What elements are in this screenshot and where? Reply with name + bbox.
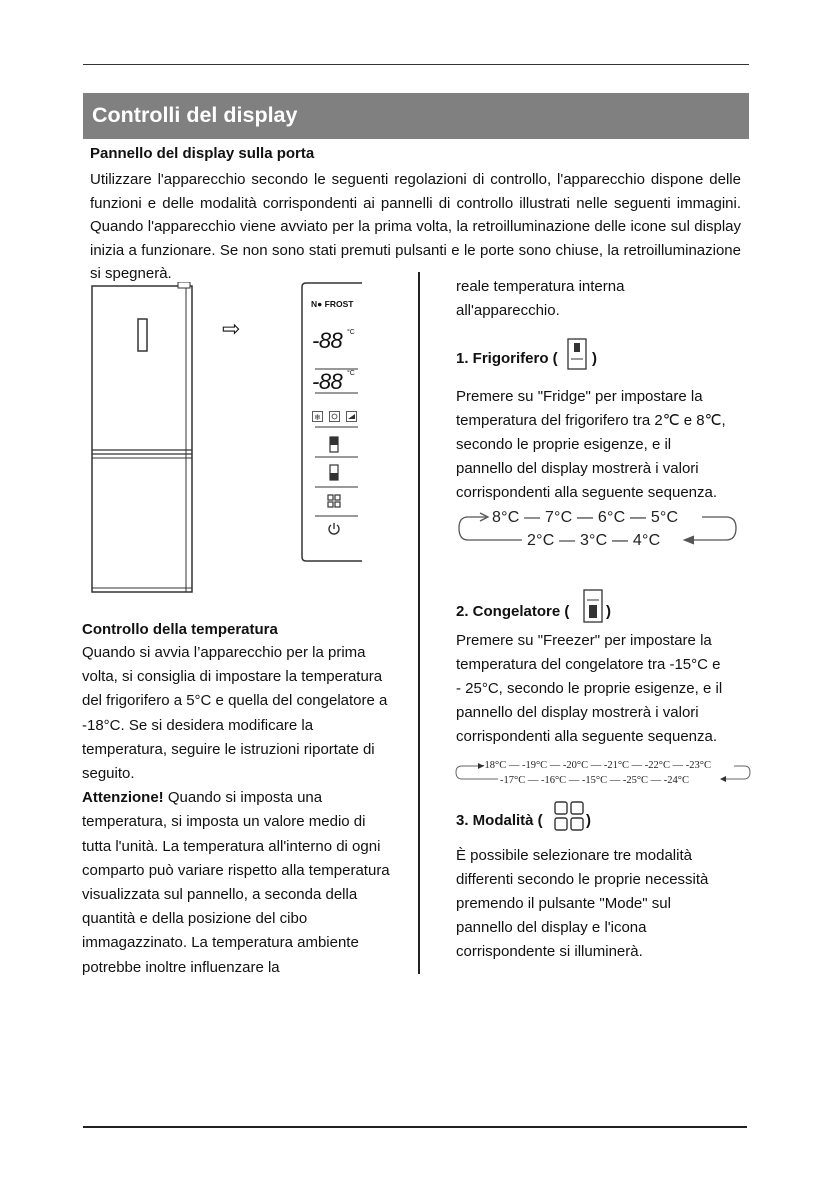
attention-text: Quando si imposta una temperatura, si imposta un valore medio di tutta l'unità. La temperatura all'interno di ogni comparto può variare rispetto alla temperatura visualizzata sul pannello, a seconda della quantità e della posizione del cibo immagazzinato. La temperatura ambiente potrebbe inoltre influenzare la (82, 789, 390, 976)
intro-heading: Pannello del display sulla porta (90, 145, 315, 162)
temperature-control-body (82, 641, 394, 980)
fridge-heading: 1. Frigorifero ( (456, 350, 558, 367)
freezer-text-4: pannello del display mostrerà i valori (456, 704, 699, 721)
continued-line-2: all'apparecchio. (456, 302, 560, 319)
freezer-sequence-top: -18°C — -19°C — -20°C — -21°C — -22°C — -23°C (481, 760, 711, 771)
fridge-text-4: pannello del display mostrerà i valori (456, 460, 699, 477)
freezer-sequence-bottom: -17°C — -16°C — -15°C — -25°C — -24°C (500, 775, 689, 786)
mode-text-1: È possibile selezionare tre modalità (456, 847, 692, 864)
freezer-temp-display: -88 (312, 369, 343, 394)
fridge-sequence-bottom: 2°C — 3°C — 4°C (527, 532, 661, 549)
temperature-control-heading: Controllo della temperatura (82, 621, 278, 638)
fridge-illustration (90, 282, 200, 594)
section-title: Controlli del display (92, 103, 298, 127)
mode-status-icons (312, 411, 360, 423)
bottom-rule (83, 1126, 747, 1128)
fridge-icon (567, 338, 587, 370)
fridge-temp-unit: °C (347, 329, 355, 336)
mode-text-4: pannello del display e l'icona (456, 919, 647, 936)
svg-text:❄: ❄ (314, 413, 321, 422)
fridge-sequence-top: 8°C — 7°C — 6°C — 5°C (492, 509, 679, 526)
panel-fridge-icon[interactable] (328, 436, 340, 454)
freezer-text-2: temperatura del congelatore tra -15°C e (456, 656, 721, 673)
arrow-right-icon: ⇨ (222, 316, 241, 341)
power-icon[interactable] (326, 521, 342, 537)
fridge-text-1: Premere su "Fridge" per impostare la (456, 388, 703, 405)
mode-text-5: corrispondente si illuminerà. (456, 943, 643, 960)
nofrost-logo: N● FROST (311, 299, 354, 309)
mode-text-2: differenti secondo le proprie necessità (456, 871, 709, 888)
freezer-heading: 2. Congelatore ( (456, 603, 570, 620)
mode-icon (553, 800, 585, 832)
fridge-text-2: temperatura del frigorifero tra 2℃ e 8℃, (456, 412, 726, 429)
temperature-control-para: Quando si avvia l’apparecchio per la prima volta, si consiglia di impostare la temperatura del frigorifero a 5°C e quella del congelatore a -18°C. Se si desidera modificare la temperatura, seguire le istruzioni riportate di seguito. (82, 644, 388, 783)
fridge-heading-end: ) (592, 350, 597, 367)
panel-mode-icon[interactable] (327, 494, 341, 508)
freezer-icon (583, 589, 603, 623)
mode-text-3: premendo il pulsante "Mode" sul (456, 895, 671, 912)
continued-line-1: reale temperatura interna (456, 278, 625, 295)
freezer-temp-unit: °C (347, 370, 355, 377)
freezer-text-3: - 25°C, secondo le proprie esigenze, e il (456, 680, 723, 697)
fridge-text-3: secondo le proprie esigenze, e il (456, 436, 672, 453)
freezer-text-5: corrispondenti alla seguente sequenza. (456, 728, 718, 745)
column-divider (418, 272, 420, 974)
fridge-text-5: corrispondenti alla seguente sequenza. (456, 484, 718, 501)
freezer-text-1: Premere su "Freezer" per impostare la (456, 632, 712, 649)
top-rule (83, 64, 749, 65)
attention-label: Attenzione! (82, 789, 164, 807)
freezer-heading-end: ) (606, 603, 611, 620)
panel-freezer-icon[interactable] (328, 464, 340, 482)
mode-heading: 3. Modalità ( (456, 812, 543, 829)
intro-paragraph: Utilizzare l'apparecchio secondo le seguenti regolazioni di controllo, l'apparecchio dispone delle funzioni e delle modalità corrispondenti ai pannelli di controllo illustrati nelle seguenti immagini. Quando l'apparecchio viene avviato per la prima volta, la retroilluminazione delle icone sul display inizia a funzionare. Se non sono stati premuti pulsanti e le porte sono chiuse, la retroilluminazione si spegnerà. (90, 171, 741, 282)
fridge-temp-display: -88 (312, 328, 343, 353)
mode-heading-end: ) (586, 812, 591, 829)
